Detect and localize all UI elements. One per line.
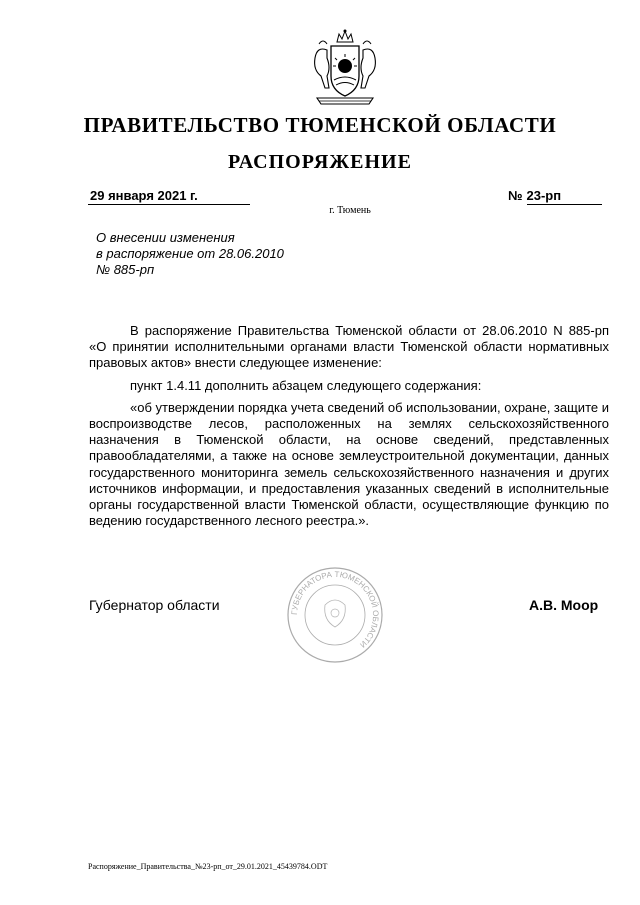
footer-filename: Распоряжение_Правительства_№23-рп_от_29.01.2021_45439784.ODT xyxy=(88,862,328,871)
number-value: 23-рп xyxy=(527,188,602,205)
stamp-text: ГУБЕРНАТОРА ТЮМЕНСКОЙ ОБЛАСТИ xyxy=(289,569,381,650)
number-sign: № xyxy=(508,188,523,203)
subject-line: № 885-рп xyxy=(96,262,155,277)
document-body xyxy=(89,323,609,535)
document-number xyxy=(508,188,602,205)
subject-line: в распоряжение от 28.06.2010 xyxy=(96,246,284,261)
organization-title: ПРАВИТЕЛЬСТВО ТЮМЕНСКОЙ ОБЛАСТИ xyxy=(83,113,557,137)
official-stamp-icon xyxy=(285,565,385,665)
svg-text:ГУБЕРНАТОРА ТЮМЕНСКОЙ ОБЛАСТИ xyxy=(290,570,380,650)
body-paragraph: В распоряжение Правительства Тюменской области от 28.06.2010 N 885-рп «О принятии исполнительными органами власти Тюменской области нормативных правовых актов» внести следующее изменение: xyxy=(89,323,609,371)
body-paragraph: «об утверждении порядка учета сведений об использовании, охране, защите и воспроизводстве лесов, расположенных на землях сельскохозяйственного назначения в Тюменской области, на основе сведений, представленных правообладателями, а также на основе землеустроительной документации, данных государственного мониторинга земель сельскохозяйственного назначения и других источников информации, и предоставления указанных сведений в исполнительные органы государственной власти Тюменской области, осуществляющие функцию по ведению государственного лесного реестра.». xyxy=(89,399,609,529)
document-date: 29 января 2021 г. xyxy=(88,188,250,205)
signatory-name: А.В. Моор xyxy=(529,597,599,613)
body-paragraph: пункт 1.4.11 дополнить абзацем следующего содержания: xyxy=(130,377,482,393)
document-type-title: РАСПОРЯЖЕНИЕ xyxy=(228,151,412,173)
document-city: г. Тюмень xyxy=(329,205,371,216)
coat-of-arms-icon xyxy=(305,28,385,110)
document-subject xyxy=(96,230,284,278)
signatory-title: Губернатор области xyxy=(89,597,220,613)
subject-line: О внесении изменения xyxy=(96,230,235,245)
